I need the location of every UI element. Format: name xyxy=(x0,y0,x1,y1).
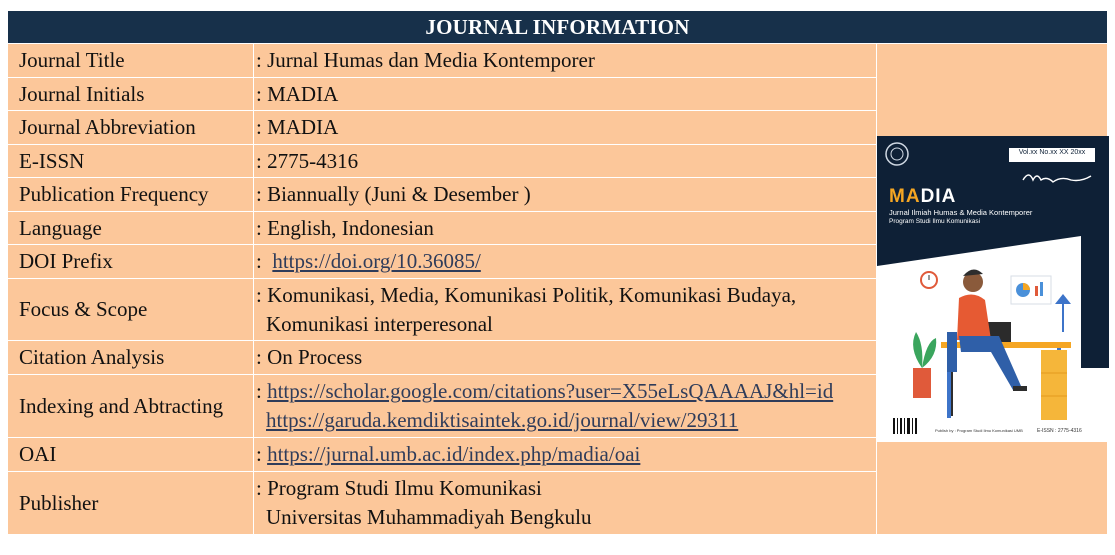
row-value-line2: Komunikasi interperesonal xyxy=(266,311,493,336)
row-label: Indexing and Abtracting xyxy=(8,375,254,438)
journal-cover-image xyxy=(877,136,1109,442)
row-prefix: : xyxy=(256,442,268,466)
row-value-line1: : Komunikasi, Media, Komunikasi Politik, Komunikasi Budaya, xyxy=(256,282,797,307)
row-label: Journal Title xyxy=(8,44,254,78)
cover-logo: MADIA xyxy=(889,186,957,207)
row-value-line1: : Program Studi Ilmu Komunikasi xyxy=(256,476,542,500)
doi-prefix-link[interactable]: https://doi.org/10.36085/ xyxy=(272,249,481,273)
row-value: : English, Indonesian xyxy=(254,212,877,245)
garuda-link[interactable]: https://garuda.kemdiktisaintek.go.id/journal/view/29311 xyxy=(266,408,739,432)
row-label: Publication Frequency xyxy=(8,178,254,212)
row-value: : Biannually (Juni & Desember ) xyxy=(254,178,877,212)
cover-cell xyxy=(877,44,1108,535)
row-label: OAI xyxy=(8,438,254,472)
cover-program: Program Studi Ilmu Komunikasi xyxy=(889,218,981,225)
row-label: Language xyxy=(8,212,254,245)
row-prefix: : xyxy=(256,379,268,403)
row-value: : 2775-4316 xyxy=(254,145,877,178)
row-value: : MADIA xyxy=(254,78,877,111)
row-label: DOI Prefix xyxy=(8,245,254,279)
row-label: Journal Initials xyxy=(8,78,254,111)
row-value-line2: Universitas Muhammadiyah Bengkulu xyxy=(266,505,592,529)
row-value xyxy=(254,438,877,472)
row-value: : Jurnal Humas dan Media Kontemporer xyxy=(254,44,877,78)
row-value xyxy=(254,375,877,438)
oai-link[interactable]: https://jurnal.umb.ac.id/index.php/madia/oai xyxy=(267,442,641,466)
journal-info-table xyxy=(7,10,1108,535)
table-header: JOURNAL INFORMATION xyxy=(8,11,1108,44)
cover-illustration xyxy=(877,136,1109,442)
row-label: Publisher xyxy=(8,472,254,535)
cover-subtitle: Jurnal Ilmiah Humas & Media Kontemporer xyxy=(889,208,1033,217)
google-scholar-link[interactable]: https://scholar.google.com/citations?user=X55eLsQAAAAJ&hl=id xyxy=(267,379,834,403)
row-label: Focus & Scope xyxy=(8,279,254,341)
row-value: : MADIA xyxy=(254,111,877,145)
row-label: Journal Abbreviation xyxy=(8,111,254,145)
row-value: : On Process xyxy=(254,341,877,375)
row-value xyxy=(254,472,877,535)
row-value xyxy=(254,245,877,279)
cover-publisher: Publish by : Program Studi Ilmu Komunikasi UMB xyxy=(935,428,1023,433)
row-value xyxy=(254,279,877,341)
cover-volume: Vol.xx No.xx XX 20xx xyxy=(1018,149,1086,156)
row-prefix: : xyxy=(256,249,273,273)
row-label: Citation Analysis xyxy=(8,341,254,375)
cover-issn: E-ISSN : 2775-4316 xyxy=(1037,428,1082,434)
row-label: E-ISSN xyxy=(8,145,254,178)
